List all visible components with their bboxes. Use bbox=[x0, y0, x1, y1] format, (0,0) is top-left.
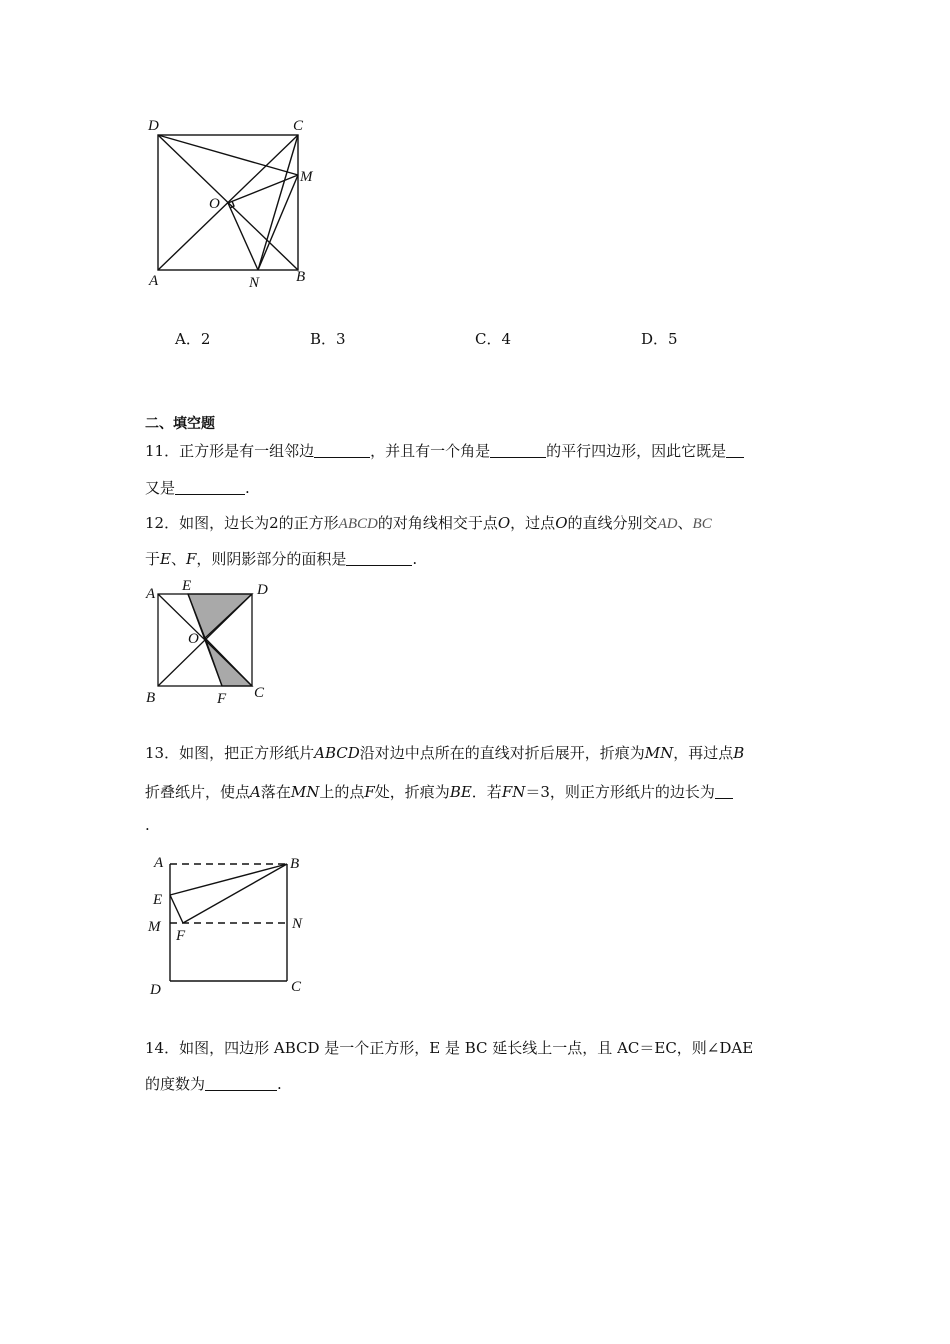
label-n-q13: N bbox=[292, 916, 303, 932]
q12-text-11: 、 bbox=[677, 514, 693, 532]
label-b-q12: B bbox=[146, 690, 156, 706]
q14-text-3: . bbox=[277, 1075, 282, 1093]
q14-line-2 bbox=[145, 1073, 282, 1094]
q11-number: 11． bbox=[145, 442, 180, 460]
q13-text-12: F bbox=[364, 783, 375, 801]
label-d-q12: D bbox=[257, 582, 268, 598]
q13-text-15: ．若 bbox=[471, 783, 502, 801]
q13-text-6: B bbox=[733, 744, 745, 762]
q12-text-17: ，则阴影部分的面积是 bbox=[196, 550, 347, 568]
choice-b-letter: B． bbox=[310, 330, 337, 348]
label-b: B bbox=[296, 269, 306, 285]
q13-text-10: MN bbox=[290, 783, 320, 801]
q12-text-12: BC bbox=[692, 516, 712, 532]
q12-text-10: AD bbox=[657, 516, 678, 532]
label-m-q13: M bbox=[148, 919, 161, 935]
q13-number: 13． bbox=[145, 744, 180, 762]
q13-text-2: ABCD bbox=[314, 744, 360, 762]
label-e-q13: E bbox=[153, 892, 163, 908]
q14-line-1 bbox=[145, 1037, 753, 1058]
q12-text-13: 于 bbox=[145, 550, 161, 568]
q12-text-9: 的直线分别交 bbox=[567, 514, 658, 532]
q14-text-1: 如图，四边形 ABCD 是一个正方形，E 是 BC 延长线上一点，且 AC＝EC，则∠DAE bbox=[179, 1039, 754, 1057]
q12-text-1: 如图，边长为 bbox=[179, 514, 270, 532]
choice-a-letter: A． bbox=[175, 330, 201, 348]
q12-text-18: . bbox=[412, 550, 418, 568]
segment-ef bbox=[170, 895, 183, 923]
label-c: C bbox=[293, 118, 304, 134]
q12-text-2: 2 bbox=[269, 514, 279, 532]
choice-c-letter: C． bbox=[475, 330, 502, 348]
q13-text-4: MN bbox=[644, 744, 674, 762]
q13-text-5: ，再过点 bbox=[673, 744, 734, 762]
q11-text-1: 正方形是有一组邻边 bbox=[179, 442, 315, 460]
q12-text-5: 的对角线相交于点 bbox=[377, 514, 498, 532]
label-e-q12: E bbox=[182, 578, 192, 594]
q13-text-9: 落在 bbox=[260, 783, 291, 801]
q13-text-1: 如图，把正方形纸片 bbox=[179, 744, 315, 762]
label-d-q13: D bbox=[150, 982, 161, 998]
q13-text-16: FN bbox=[501, 783, 526, 801]
label-o: O bbox=[209, 196, 220, 212]
q12-text-8: O bbox=[555, 514, 568, 532]
label-f-q13: F bbox=[176, 928, 186, 944]
choice-c-value: 4 bbox=[501, 330, 512, 348]
choice-d-value: 5 bbox=[668, 330, 678, 348]
label-a: A bbox=[149, 273, 159, 289]
q13-text-13: 处，折痕为 bbox=[374, 783, 450, 801]
q11-text-5: . bbox=[245, 479, 250, 497]
q13-text-3: 沿对边中点所在的直线对折后展开，折痕为 bbox=[359, 744, 645, 762]
label-o-q12: O bbox=[188, 631, 199, 647]
q12-text-3: 的正方形 bbox=[278, 514, 339, 532]
q11-text-2: ，并且有一个角是 bbox=[370, 442, 491, 460]
label-b-q13: B bbox=[290, 856, 300, 872]
q12-text-6: O bbox=[497, 514, 511, 532]
q11-text-4: 又是 bbox=[145, 479, 176, 497]
q12-text-7: ，过点 bbox=[510, 514, 556, 532]
q13-text-14: BE bbox=[449, 783, 472, 801]
segment-bf bbox=[183, 864, 287, 923]
q13-text-7: 折叠纸片，使点 bbox=[145, 783, 251, 801]
q11-text-3: 的平行四边形，因此它既是 bbox=[546, 442, 727, 460]
q12-text-16: F bbox=[185, 550, 197, 568]
label-a-q13: A bbox=[154, 855, 164, 871]
q14-blank[interactable] bbox=[205, 1076, 277, 1091]
label-m: M bbox=[300, 169, 313, 185]
q13-text-18: . bbox=[145, 816, 150, 834]
q12-text-15: 、 bbox=[170, 550, 186, 568]
label-d: D bbox=[148, 118, 159, 134]
q12-text-4: ABCD bbox=[338, 516, 378, 532]
q13-text-11: 上的点 bbox=[319, 783, 365, 801]
q13-text-17: ＝3，则正方形纸片的边长为 bbox=[525, 783, 715, 801]
choice-b-value: 3 bbox=[336, 330, 346, 348]
label-a-q12: A bbox=[146, 586, 156, 602]
segment-be bbox=[170, 864, 287, 895]
label-f-q12: F bbox=[217, 691, 227, 707]
label-n: N bbox=[249, 275, 260, 291]
label-c-q13: C bbox=[291, 979, 302, 995]
choice-d-letter: D． bbox=[641, 330, 669, 348]
choice-a-value: 2 bbox=[200, 330, 211, 348]
section-heading: 二、填空题 bbox=[145, 416, 215, 432]
label-c-q12: C bbox=[254, 685, 265, 701]
q14-text-2: 的度数为 bbox=[145, 1075, 206, 1093]
q14-number: 14． bbox=[145, 1039, 180, 1057]
q12-text-14: E bbox=[160, 550, 171, 568]
q12-number: 12． bbox=[145, 514, 180, 532]
q13-text-8: A bbox=[250, 783, 261, 801]
